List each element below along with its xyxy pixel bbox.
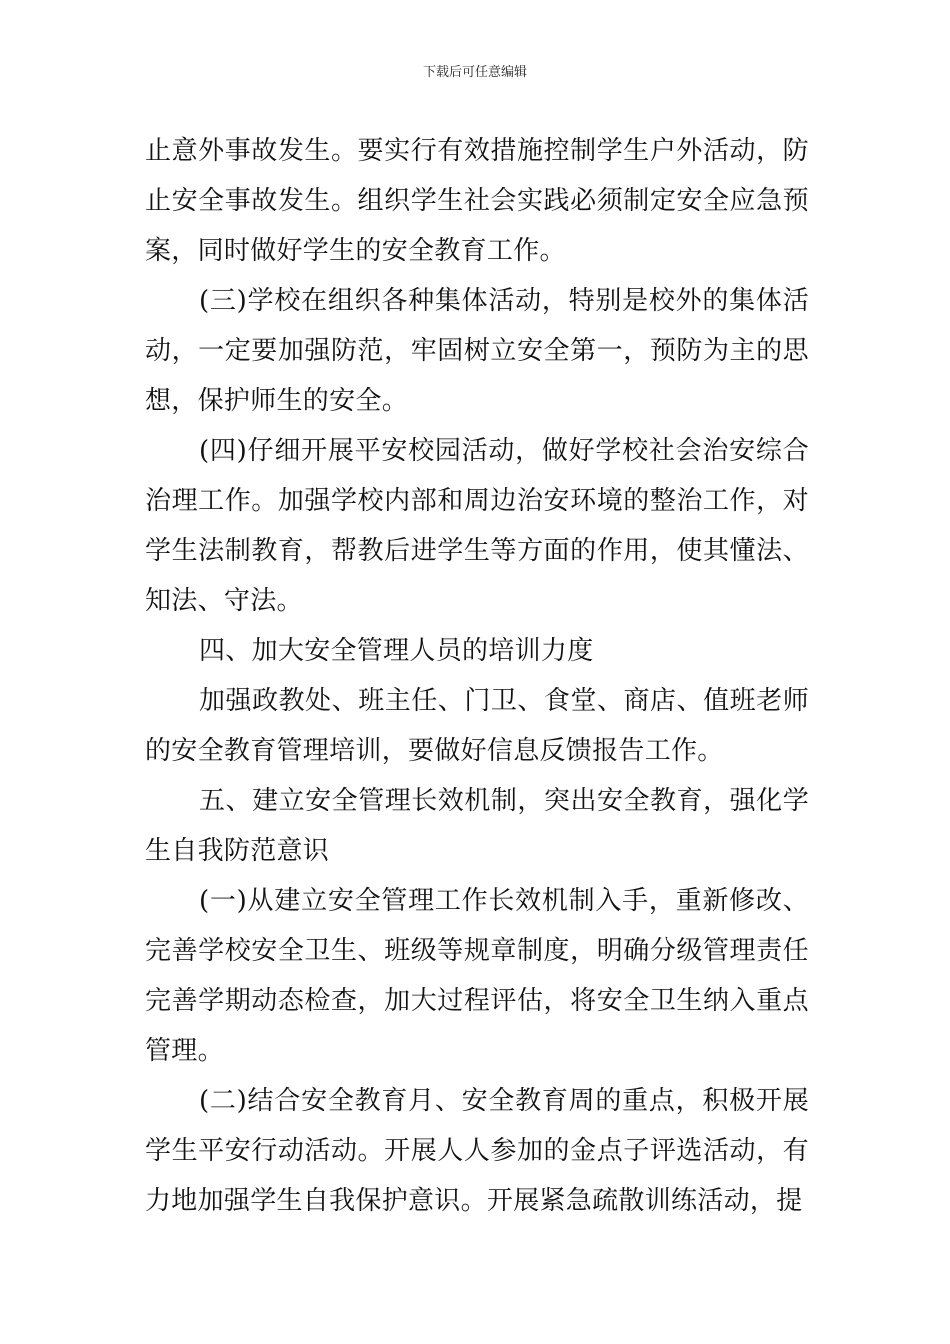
paragraph-8: (二)结合安全教育月、安全教育周的重点，积极开展学生平安行动活动。开展人人参加的金点子评选活动，有力地加强学生自我保护意识。开展紧急疏散训练活动，提 — [145, 1086, 809, 1216]
paragraph-1: 止意外事故发生。要实行有效措施控制学生户外活动，防止安全事故发生。组织学生社会实践必须制定安全应急预案，同时做好学生的安全教育工作。 — [145, 136, 809, 266]
section-heading-5: 五、建立安全管理长效机制，突出安全教育，强化学生自我防范意识 — [145, 786, 809, 866]
paragraph-7: (一)从建立安全管理工作长效机制入手，重新修改、完善学校安全卫生、班级等规章制度，明确分级管理责任完善学期动态检查，加大过程评估，将安全卫生纳入重点管理。 — [145, 886, 809, 1066]
page-header-note: 下载后可任意编辑 — [422, 65, 527, 80]
paragraph-5: 加强政教处、班主任、门卫、食堂、商店、值班老师的安全教育管理培训，要做好信息反馈报告工作。 — [145, 686, 809, 766]
section-heading-4: 四、加大安全管理人员的培训力度 — [199, 636, 594, 666]
document-body — [145, 126, 809, 1226]
paragraph-3: (四)仔细开展平安校园活动，做好学校社会治安综合治理工作。加强学校内部和周边治安环境的整治工作，对学生法制教育，帮教后进学生等方面的作用，使其懂法、知法、守法。 — [145, 436, 809, 616]
paragraph-2: (三)学校在组织各种集体活动，特别是校外的集体活动，一定要加强防范，牢固树立安全第一，预防为主的思想，保护师生的安全。 — [145, 286, 809, 416]
